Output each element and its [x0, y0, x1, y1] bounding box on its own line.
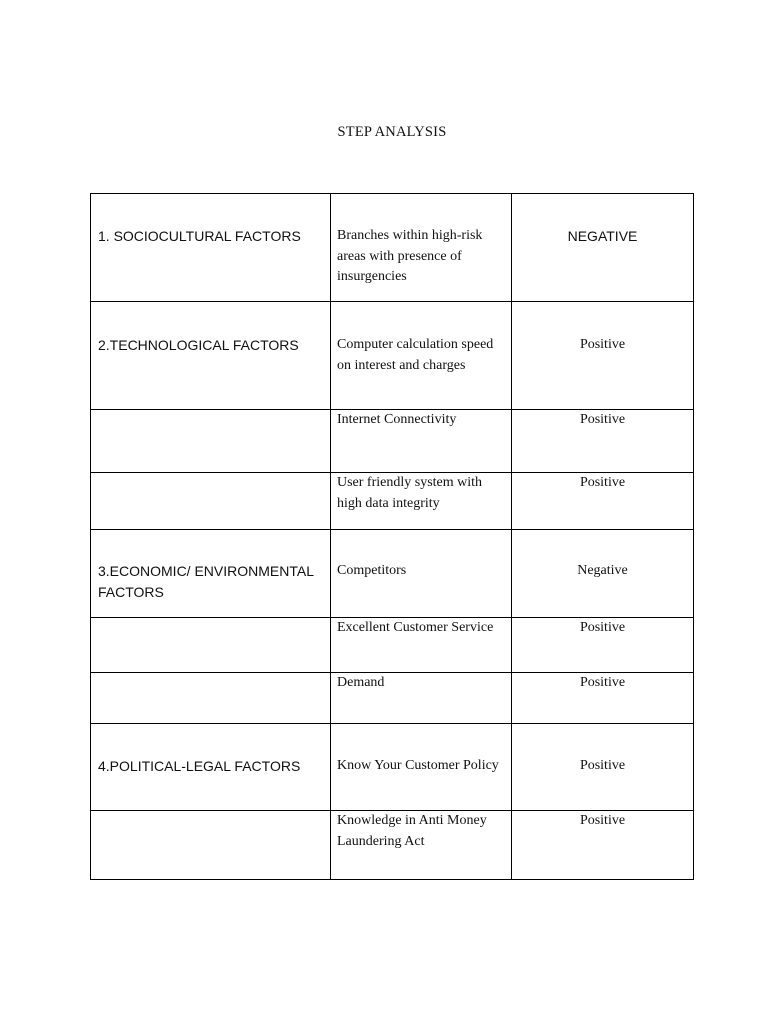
- factor-cell: [91, 530, 331, 618]
- impact-cell: [512, 530, 694, 618]
- factor-label: 4.POLITICAL-LEGAL FACTORS: [98, 758, 301, 774]
- description-text: Internet Connectivity: [337, 412, 457, 427]
- factor-cell: [91, 811, 331, 880]
- description-text: Branches within high-risk areas with presence of insurgencies: [337, 228, 483, 284]
- description-text: Know Your Customer Policy: [337, 758, 499, 773]
- table-row: [91, 302, 694, 410]
- factor-cell: [91, 194, 331, 302]
- table-row: [91, 618, 694, 673]
- factor-cell: [91, 618, 331, 673]
- factor-cell: [91, 673, 331, 724]
- step-analysis-table: [90, 193, 694, 880]
- factor-label: 2.TECHNOLOGICAL FACTORS: [98, 337, 299, 353]
- description-cell: [331, 530, 512, 618]
- table-row: [91, 673, 694, 724]
- description-cell: [331, 811, 512, 880]
- impact-cell: [512, 194, 694, 302]
- impact-value: Negative: [577, 563, 628, 578]
- table-row: [91, 410, 694, 473]
- table-row: [91, 530, 694, 618]
- table-row: [91, 811, 694, 880]
- description-text: Knowledge in Anti Money Laundering Act: [337, 813, 487, 849]
- description-cell: [331, 673, 512, 724]
- impact-cell: [512, 724, 694, 811]
- impact-value: Positive: [579, 412, 626, 427]
- description-cell: [331, 724, 512, 811]
- impact-cell: [512, 410, 694, 473]
- factor-cell: [91, 724, 331, 811]
- impact-cell: [512, 618, 694, 673]
- impact-cell: [512, 302, 694, 410]
- description-text: Excellent Customer Service: [337, 620, 494, 635]
- table-row: [91, 194, 694, 302]
- impact-cell: [512, 811, 694, 880]
- impact-value: Positive: [579, 475, 626, 490]
- impact-cell: [512, 673, 694, 724]
- factor-cell: [91, 302, 331, 410]
- factor-label: 3.ECONOMIC/ ENVIRONMENTAL FACTORS: [98, 563, 314, 600]
- description-cell: [331, 618, 512, 673]
- description-cell: [331, 302, 512, 410]
- description-text: Demand: [337, 675, 385, 690]
- description-text: Competitors: [337, 563, 407, 578]
- description-text: User friendly system with high data integrity: [337, 475, 483, 511]
- page-title: STEP ANALYSIS: [337, 124, 447, 140]
- description-cell: [331, 194, 512, 302]
- table-row: [91, 724, 694, 811]
- factor-label: 1. SOCIOCULTURAL FACTORS: [98, 228, 301, 244]
- factor-cell: [91, 473, 331, 530]
- impact-value: Positive: [579, 758, 626, 773]
- table-row: [91, 473, 694, 530]
- description-cell: [331, 473, 512, 530]
- description-text: Computer calculation speed on interest and charges: [337, 337, 494, 373]
- factor-cell: [91, 410, 331, 473]
- description-cell: [331, 410, 512, 473]
- impact-value: NEGATIVE: [567, 228, 638, 244]
- impact-value: Positive: [579, 675, 626, 690]
- impact-value: Positive: [579, 337, 626, 352]
- impact-cell: [512, 473, 694, 530]
- impact-value: Positive: [579, 813, 626, 828]
- impact-value: Positive: [579, 620, 626, 635]
